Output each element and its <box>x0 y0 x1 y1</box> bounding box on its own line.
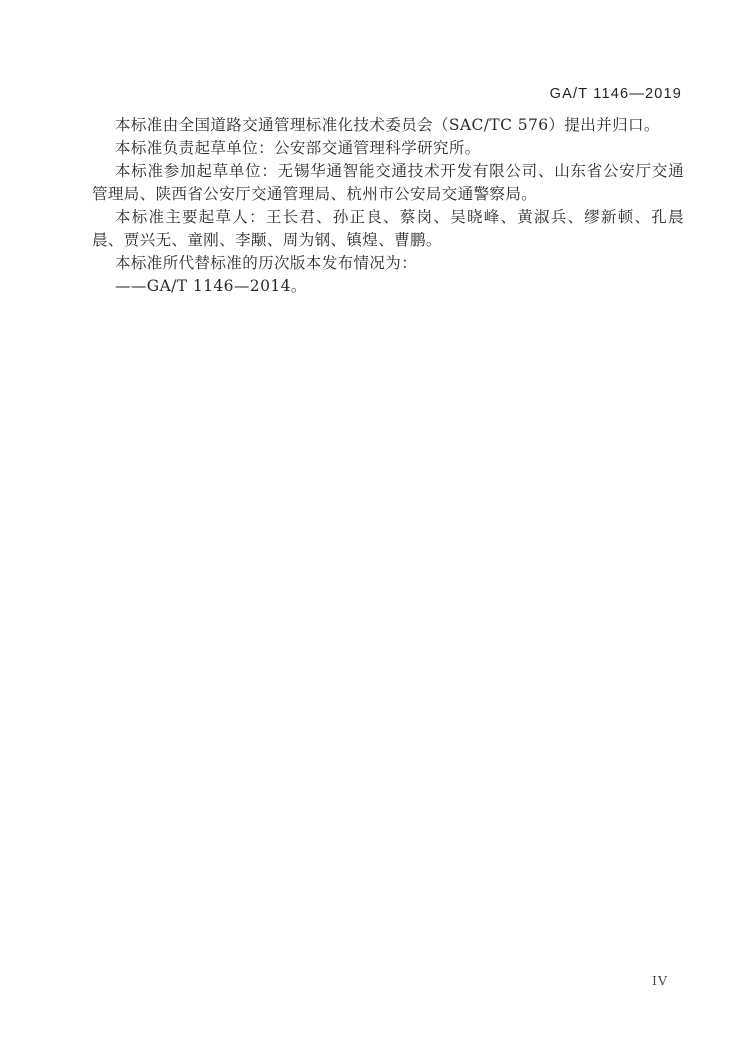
responsible-drafting-org-paragraph: 本标准负责起草单位：公安部交通管理科学研究所。 <box>115 139 481 157</box>
previous-editions-intro-paragraph: 本标准所代替标准的历次版本发布情况为： <box>115 254 418 272</box>
main-drafters-paragraph: 本标准主要起草人：王长君、孙正良、蔡岗、吴晓峰、黄淑兵、缪新顿、孔晨晨、贾兴无、童刚、李颙、周为钢、镇煌、曹鹏。 <box>92 208 684 249</box>
foreword-content <box>92 114 684 298</box>
participating-drafting-orgs-paragraph: 本标准参加起草单位：无锡华通智能交通技术开发有限公司、山东省公安厅交通管理局、陕西省公安厅交通管理局、杭州市公安局交通警察局。 <box>92 162 684 203</box>
issuing-body-paragraph: 本标准由全国道路交通管理标准化技术委员会（SAC/TC 576）提出并归口。 <box>115 116 660 134</box>
standard-code-header: GA/T 1146—2019 <box>549 86 682 102</box>
previous-edition-item-paragraph: ——GA/T 1146—2014。 <box>115 277 307 295</box>
page-number: IV <box>652 973 668 988</box>
